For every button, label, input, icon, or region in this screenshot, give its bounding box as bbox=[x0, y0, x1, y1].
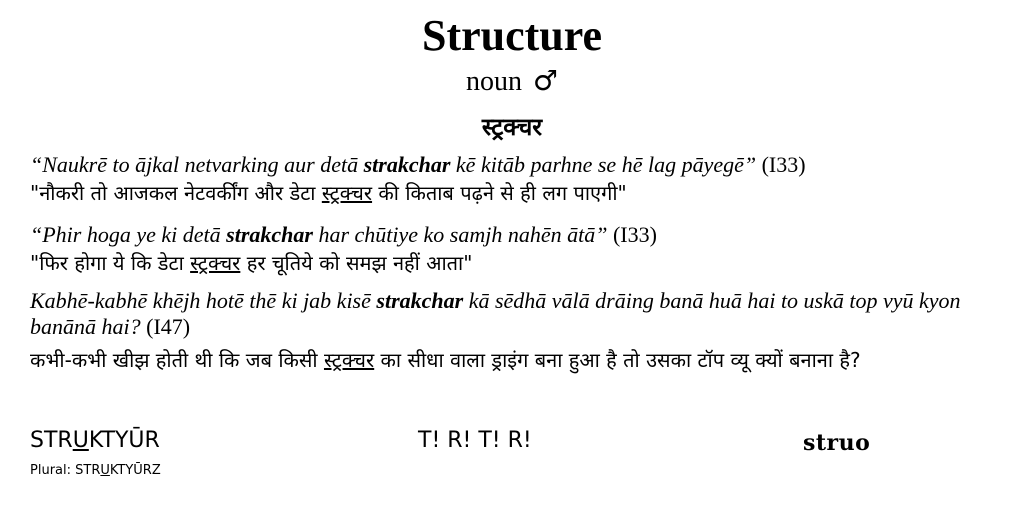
example-3-hindi bbox=[30, 340, 1010, 380]
pron-part: STR bbox=[30, 428, 73, 453]
hindi-keyword: स्ट्रक्चर bbox=[323, 348, 375, 372]
stress-pattern: T! R! T! R! bbox=[418, 428, 532, 453]
pronunciation bbox=[30, 427, 160, 455]
plural-part: KTYŪRZ bbox=[109, 463, 161, 478]
hindi-text: "नौकरी तो आजकल नेटवर्कींग और डेटा bbox=[30, 181, 322, 205]
example-2 bbox=[30, 222, 1010, 278]
example-2-transliteration bbox=[30, 222, 1010, 248]
translit-keyword: strakchar bbox=[376, 288, 464, 313]
hindi-headword: स्ट्रक्चर bbox=[481, 113, 543, 141]
hindi-text: की किताब पढ़ने से ही लग पाएगी" bbox=[372, 181, 627, 205]
example-3-transliteration bbox=[30, 288, 1010, 340]
translit-text: kā sēdhā vālā drāing banā huā hai to uskā top vyū kyon banānā hai? bbox=[30, 288, 961, 339]
plural-form bbox=[30, 462, 161, 480]
headword: Structure bbox=[421, 11, 603, 60]
pron-part: KTYŪR bbox=[88, 428, 160, 453]
example-1-hindi bbox=[30, 178, 1010, 208]
pron-stressed: U bbox=[72, 428, 89, 453]
translit-text: “Naukrē to ājkal netvarking aur detā bbox=[30, 152, 364, 177]
translit-keyword: strakchar bbox=[363, 152, 451, 177]
plural-label: Plural: bbox=[30, 463, 76, 478]
source-reference: (I33) bbox=[612, 222, 657, 247]
plural-stressed: U bbox=[100, 463, 110, 478]
translit-keyword: strakchar bbox=[226, 222, 313, 247]
example-2-hindi bbox=[30, 248, 1010, 278]
translit-text: har chūtiye ko samjh nahēn ātā” bbox=[312, 222, 608, 247]
male-gender-icon: ♂ bbox=[532, 64, 559, 97]
hindi-keyword: स्ट्रक्चर bbox=[190, 251, 241, 275]
example-1-transliteration bbox=[30, 152, 1010, 178]
example-3 bbox=[30, 288, 1010, 380]
source-reference: (I47) bbox=[146, 314, 191, 339]
source-reference: (I33) bbox=[761, 152, 806, 177]
plural-part: STR bbox=[75, 463, 101, 478]
translit-text: “Phir hoga ye ki detā bbox=[30, 222, 227, 247]
hindi-text: "फिर होगा ये कि डेटा bbox=[30, 251, 191, 275]
translit-text: kē kitāb parhne se hē lag pāyegē” bbox=[450, 152, 757, 177]
part-of-speech: noun bbox=[465, 66, 522, 97]
example-1 bbox=[30, 152, 1010, 208]
translit-text: Kabhē-kabhē khējh hotē thē ki jab kisē bbox=[30, 288, 377, 313]
etymology-word: struo bbox=[803, 430, 871, 456]
part-of-speech-line bbox=[0, 64, 1024, 99]
hindi-keyword: स्ट्रक्चर bbox=[321, 181, 373, 205]
hindi-text: का सीधा वाला ड्राइंग बना हुआ है तो उसका टॉप व्यू क्यों बनाना है? bbox=[374, 348, 861, 372]
hindi-text: हर चूतिये को समझ नहीं आता" bbox=[240, 251, 473, 275]
hindi-text: कभी-कभी खीझ होती थी कि जब किसी bbox=[30, 348, 324, 372]
